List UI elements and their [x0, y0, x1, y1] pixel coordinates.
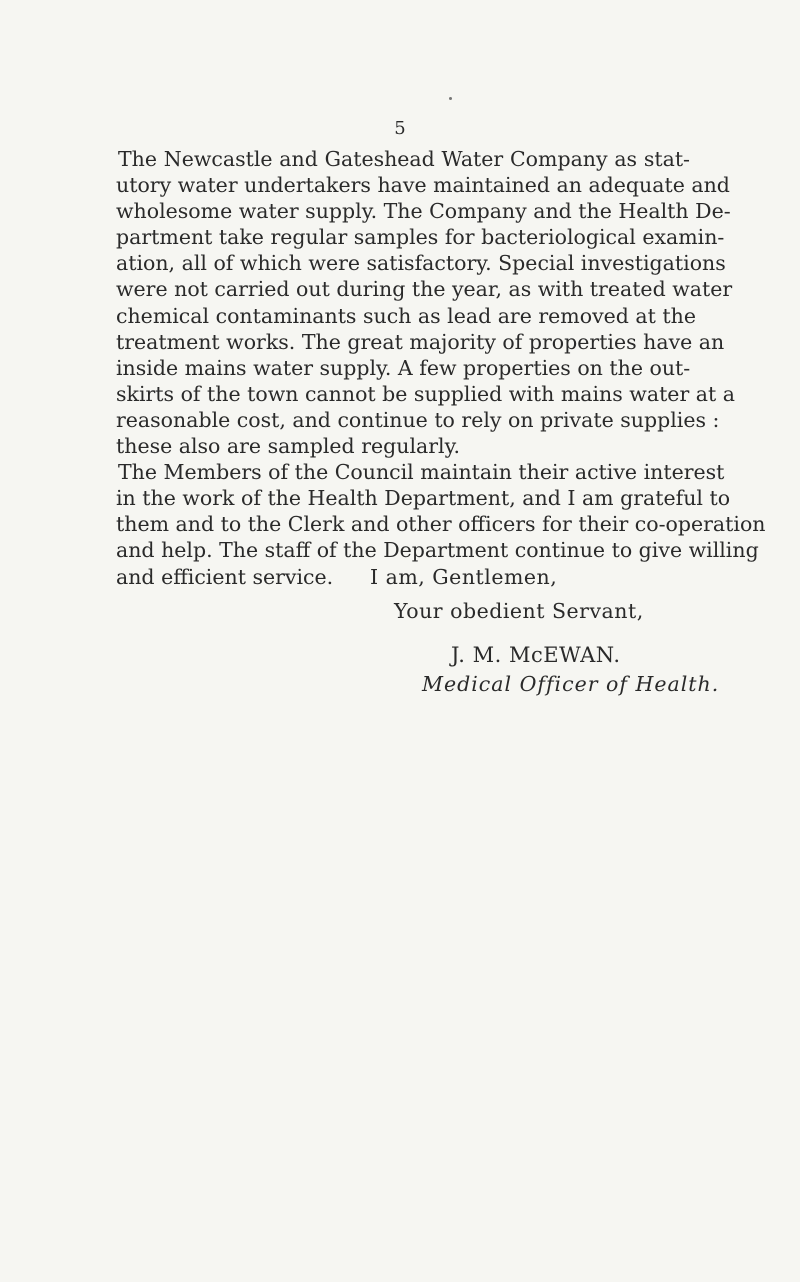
text-line: wholesome water supply. The Company and the Health De- — [116, 199, 731, 224]
text-line: them and to the Clerk and other officers for their co-operation — [116, 512, 766, 537]
text-line: and help. The staff of the Department continue to give willing — [116, 538, 759, 563]
text-line: The Members of the Council maintain their active interest — [118, 460, 725, 485]
paragraph-water-supply — [116, 146, 735, 459]
text-line: chemical contaminants such as lead are removed at the — [116, 303, 696, 328]
letter-body — [116, 146, 766, 590]
text-line: utory water undertakers have maintained an adequate and — [116, 173, 730, 198]
text-line: The Newcastle and Gateshead Water Company as stat- — [118, 147, 690, 171]
signatory-name: J. M. McEWAN. — [451, 643, 621, 667]
text-line: skirts of the town cannot be supplied with mains water at a — [116, 381, 735, 406]
paragraph-council-thanks — [116, 459, 766, 589]
page-number: 5 — [394, 118, 406, 139]
signatory-title: Medical Officer of Health. — [422, 672, 720, 696]
closing-greeting: I am, Gentlemen, — [370, 565, 558, 589]
text-line: in the work of the Health Department, and I am grateful to — [116, 486, 731, 511]
text-line: reasonable cost, and continue to rely on private supplies : — [116, 407, 720, 432]
text-line: were not carried out during the year, as with treated water — [116, 277, 733, 302]
text-line: and efficient service. — [116, 564, 334, 589]
text-line: these also are sampled regularly. — [116, 434, 460, 459]
text-line: treatment works. The great majority of properties have an — [116, 329, 725, 354]
text-line: partment take regular samples for bacteriological examin- — [116, 225, 725, 250]
paper-speck — [449, 97, 452, 100]
text-line: ation, all of which were satisfactory. Special investigations — [116, 251, 726, 276]
text-line: inside mains water supply. A few properties on the out- — [116, 355, 691, 380]
closing-servant: Your obedient Servant, — [394, 599, 644, 623]
